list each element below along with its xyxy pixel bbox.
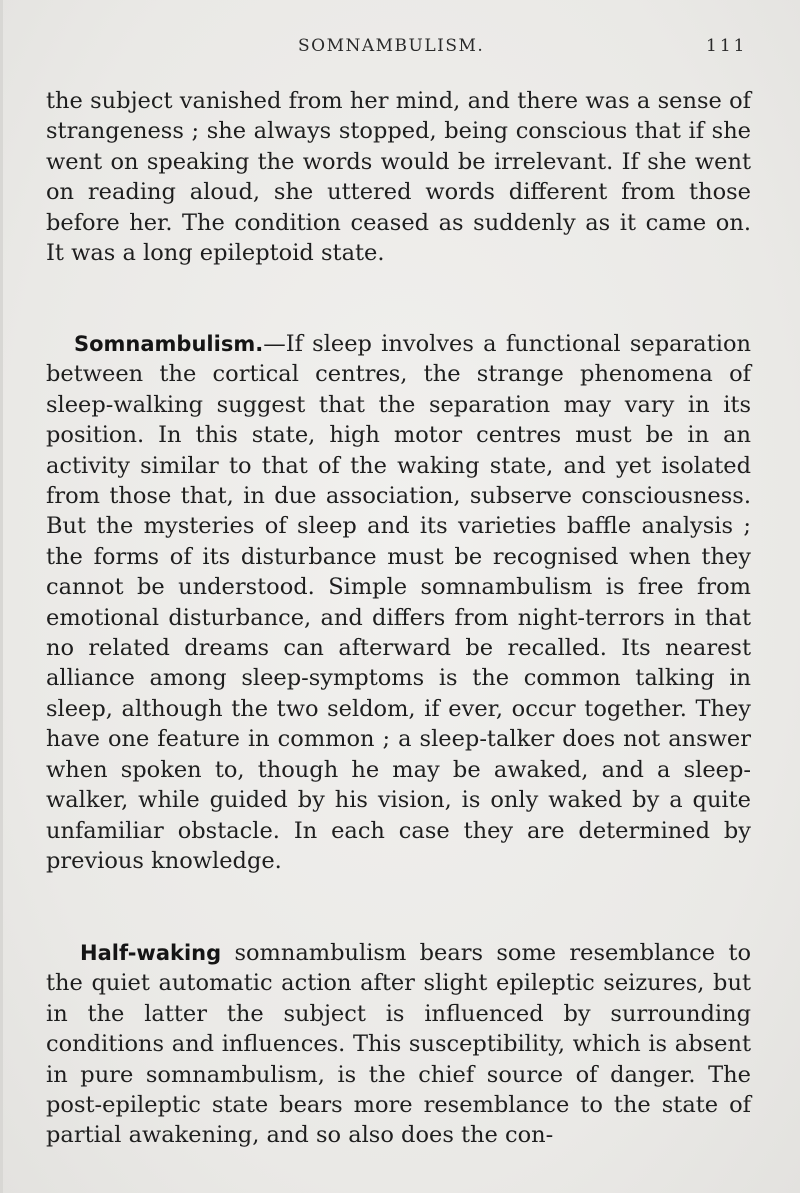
page-number: 111 (706, 36, 748, 56)
paragraph-text: somnambulism bears some resemblance to the quiet automatic action after slight epileptic seizures, but in the latter the subject is influenced by surrounding conditions and influences. This susceptibility, which is absent in pure somnambulism, is the chief source of danger. The post-epileptic state bears more resemblance to the state of partial awakening, and so also does the con- (46, 940, 751, 1149)
section-heading: Half-waking (80, 941, 222, 965)
page-edge-shadow (0, 0, 3, 1193)
paragraph-text: the subject vanished from her mind, and there was a sense of strangeness ; she always stopped, being conscious that if she went on speaking the words would be irrelevant. If she went on reading aloud, she uttered words different from those before her. The condition ceased as suddenly as it came on. It was a long epileptoid state. (46, 88, 751, 267)
running-head (0, 36, 800, 66)
paragraph-half-waking (46, 938, 751, 1151)
running-title: SOMNAMBULISM. (298, 36, 485, 56)
section-heading: Somnambulism. (74, 332, 264, 356)
paragraph-continuation (46, 86, 751, 268)
paragraph-text: —If sleep involves a functional separation between the cortical centres, the strange phenomena of sleep-walking suggest that the separation may vary in its position. In this state, high motor centres must be in an activity similar to that of the waking state, and yet isolated from those that, in due association, subserve consciousness. But the mysteries of sleep and its varieties baffle analysis ; the forms of its disturbance must be recognised when they cannot be understood. Simple somnambulism is free from emotional disturbance, and differs from night-terrors in that no related dreams can afterward be recalled. Its nearest alliance among sleep-symptoms is the common talking in sleep, although the two seldom, if ever, occur together. They have one feature in common ; a sleep-talker does not answer when spoken to, though he may be awaked, and a sleep-walker, while guided by his vision, is only waked by a quite unfamiliar obstacle. In each case they are determined by previous knowledge. (46, 331, 751, 874)
paragraph-somnambulism (46, 329, 751, 876)
